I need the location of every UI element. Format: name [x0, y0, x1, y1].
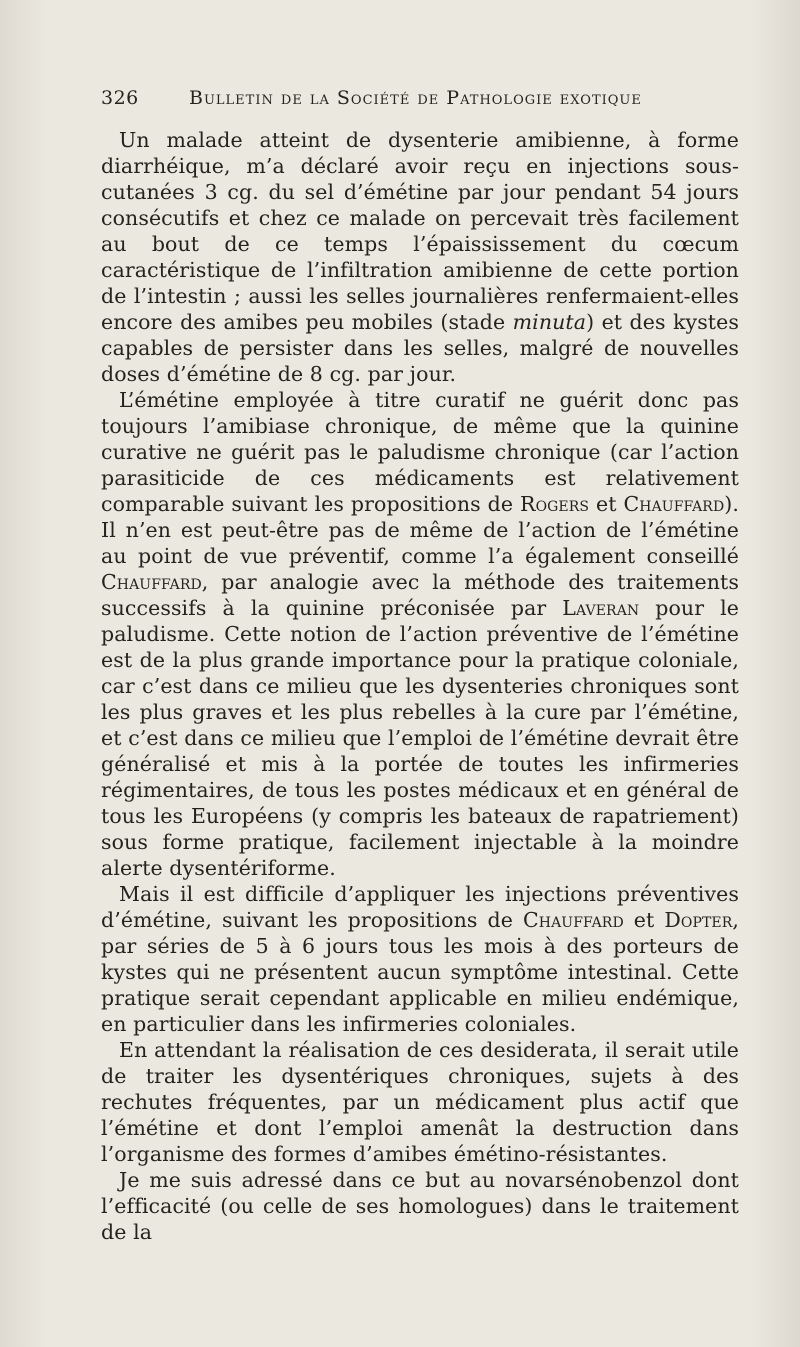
paragraph-text: pour le paludisme. Cette notion de l’action préventive de l’émétine est de la plus grande importance pour la pratique coloniale, car c’est dans ce milieu que les dysenteries chroniques sont les plus graves et les plus rebelles à la cure par l’émétine, et c’est dans ce milieu que l’emploi de l’émétine devrait être généralisé et mis à la portée de toutes les infirmeries régimentaires, de tous les postes médicaux et en général de tous les Européens (y compris les bateaux de rapatriement) sous forme pratique, facilement injectable à la moindre alerte dysentériforme. — [101, 596, 739, 880]
paragraph-text: ). Il n’en est peut-être pas de même de l’action de l’émétine au point de vue préventif, comme l’a également conseillé — [101, 492, 739, 568]
paragraph-text: , par séries de 5 à 6 jours tous les mois à des porteurs de kystes qui ne présentent aucun symptôme intestinal. Cette pratique serait cependant applicable en milieu endémique, en particulier dans les infirmeries coloniales. — [101, 908, 739, 1036]
author-name: Rogers — [520, 492, 590, 516]
author-name: Chauffard — [623, 492, 725, 516]
author-name: Dopter — [664, 908, 733, 932]
paragraph-text: En attendant la réalisation de ces desiderata, il serait utile de traiter les dysentériques chroniques, sujets à des rechutes fréquentes, par un médicament plus actif que l’émétine et dont l’emploi amenât la destruction dans l’organisme des formes d’amibes émétino-résistantes. — [101, 1038, 739, 1166]
paragraph-5 — [101, 1167, 739, 1245]
paragraph-text: Mais il est difficile d’appliquer les injections préventives d’émétine, suivant les propositions de — [101, 882, 739, 932]
paragraph-2 — [101, 387, 739, 881]
paragraph-text: Je me suis adressé dans ce but au novarsénobenzol dont l’efficacité (ou celle de ses homologues) dans le traitement de la — [101, 1168, 739, 1244]
body-text — [101, 127, 739, 1245]
paragraph-4 — [101, 1037, 739, 1167]
author-name: Chauffard — [522, 908, 624, 932]
page-header — [101, 87, 661, 117]
paragraph-text: et — [623, 908, 665, 932]
italic-term: minuta — [512, 310, 587, 334]
page-number: 326 — [101, 87, 139, 109]
author-name: Chauffard — [101, 570, 202, 594]
paragraph-text: Un malade atteint de dysenterie amibienne, à forme diarrhéique, m’a déclaré avoir reçu en injections sous-cutanées 3 cg. du sel d’émétine par jour pendant 54 jours consécutifs et chez ce malade on percevait très facilement au bout de ce temps l’épaississement du cœcum caractéristique de l’infiltration amibienne de cette portion de l’intestin ; aussi les selles journalières renfermaient-elles encore des amibes peu mobiles (stade — [101, 128, 739, 334]
paragraph-text: ) et des kystes capables de persister dans les selles, malgré de nouvelles doses d’émétine de 8 cg. par jour. — [101, 310, 740, 386]
paragraph-text: , par analogie avec la méthode des traitements successifs à la quinine préconisée par — [101, 570, 739, 620]
running-title: Bulletin de la Société de Pathologie exotique — [189, 87, 642, 109]
author-name: Laveran — [562, 596, 640, 620]
paragraph-text: et — [589, 492, 624, 516]
paragraph-1 — [101, 127, 739, 387]
paragraph-text: L’émétine employée à titre curatif ne guérit donc pas toujours l’amibiase chronique, de même que la quinine curative ne guérit pas le paludisme chronique (car l’action parasiticide de ces médicaments est relativement comparable suivant les propositions de — [101, 388, 739, 516]
paragraph-3 — [101, 881, 739, 1037]
